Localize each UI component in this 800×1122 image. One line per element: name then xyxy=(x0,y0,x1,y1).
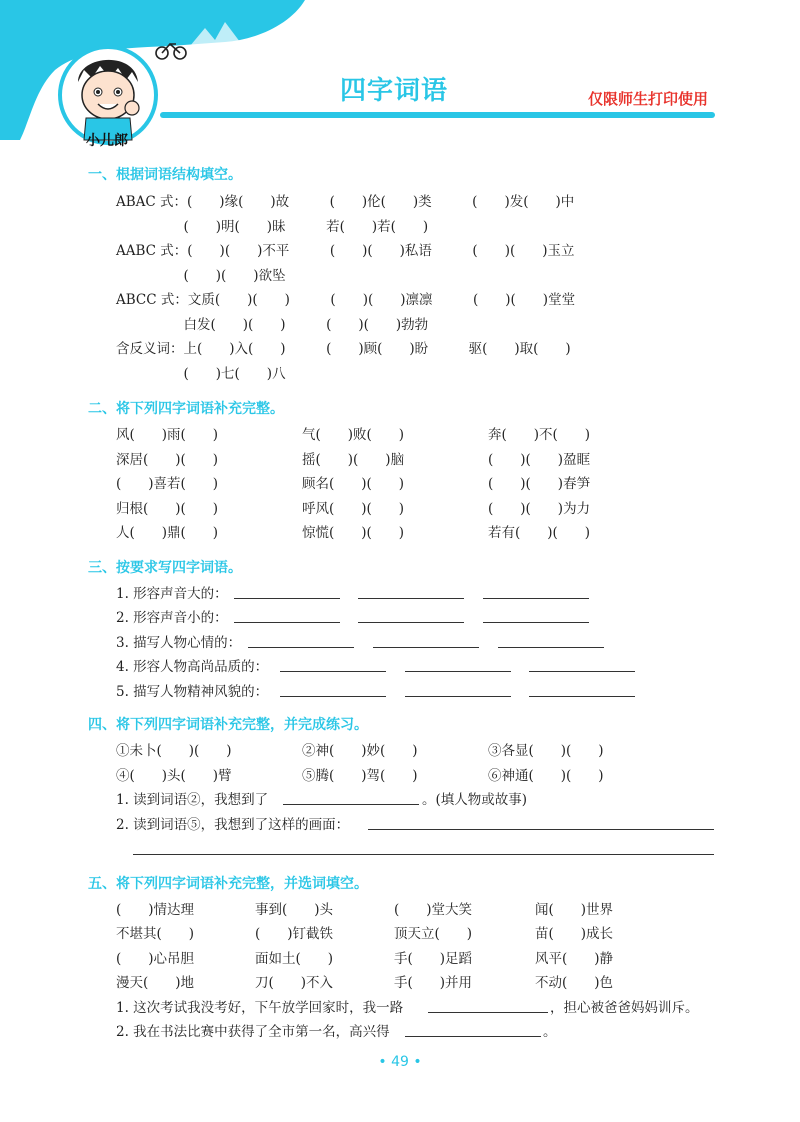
s5-question-2: 2. 我在书法比赛中获得了全市第一名，高兴得 xyxy=(116,1024,390,1040)
s2-item: 归根( )( ) xyxy=(116,501,219,517)
s2-item: 风( )雨( ) xyxy=(116,427,219,443)
answer-line[interactable] xyxy=(405,671,511,672)
section-1-heading: 一、根据词语结构填空。 xyxy=(88,167,242,183)
answer-line[interactable] xyxy=(280,696,386,697)
s2-item: 人( )鼎( ) xyxy=(116,525,219,541)
s2-item: ( )( )盈眶 xyxy=(488,452,591,468)
s1-row: ABCC 式：文质( )( ) ( )( )凛凛 ( )( )堂堂 xyxy=(116,292,576,308)
s1-row: AABC 式：( )( )不平 ( )( )私语 ( )( )玉立 xyxy=(116,243,575,259)
s5-item: 风平( )静 xyxy=(535,951,614,967)
s4-question-1-suffix: 。(填人物或故事) xyxy=(422,792,528,808)
s5-item: 闻( )世界 xyxy=(535,902,614,918)
s5-item: 顶天立( ) xyxy=(394,926,473,942)
s3-item: 3. 描写人物心情的： xyxy=(116,635,242,651)
answer-line[interactable] xyxy=(368,829,714,830)
answer-line[interactable] xyxy=(405,1036,541,1037)
s4-question-1: 1. 读到词语②，我想到了 xyxy=(116,792,269,808)
s1-row: ABAC 式：( )缘( )故 ( )伦( )类 ( )发( )中 xyxy=(116,194,575,210)
answer-line[interactable] xyxy=(283,804,419,805)
s2-item: 奔( )不( ) xyxy=(488,427,591,443)
s5-item: 事到( )头 xyxy=(255,902,334,918)
answer-line[interactable] xyxy=(280,671,386,672)
s4-item: ⑥神通( )( ) xyxy=(488,768,604,784)
s1-row: 白发( )( ) ( )( )勃勃 xyxy=(116,317,429,333)
answer-line[interactable] xyxy=(483,598,589,599)
s3-item: 2. 形容声音小的： xyxy=(116,610,228,626)
section-5-heading: 五、将下列四字词语补充完整，并选词填空。 xyxy=(88,876,368,892)
page-number: • 49 • xyxy=(378,1054,422,1070)
s5-item: 刀( )不入 xyxy=(255,975,334,991)
s2-item: 摇( )( )脑 xyxy=(302,452,405,468)
page-title: 四字词语 xyxy=(340,76,449,106)
s2-item: ( )( )为力 xyxy=(488,501,591,517)
s2-item: ( )( )春笋 xyxy=(488,476,591,492)
s4-item: ②神( )妙( ) xyxy=(302,743,418,759)
s4-item: ①未卜( )( ) xyxy=(116,743,232,759)
mascot-avatar xyxy=(60,47,156,143)
section-3-heading: 三、按要求写四字词语。 xyxy=(88,560,242,576)
s4-item: ④( )头( )臂 xyxy=(116,768,232,784)
s5-item: 漫天( )地 xyxy=(116,975,195,991)
s1-row: ( )七( )八 xyxy=(116,366,286,382)
usage-restriction-note: 仅限师生打印使用 xyxy=(588,90,709,108)
s4-item: ⑤腾( )驾( ) xyxy=(302,768,418,784)
answer-line[interactable] xyxy=(358,598,464,599)
s2-item: 呼风( )( ) xyxy=(302,501,405,517)
answer-line[interactable] xyxy=(529,671,635,672)
s5-item: ( )堂大笑 xyxy=(394,902,473,918)
header-corner-decoration xyxy=(0,0,310,150)
s5-question-1-suffix: ，担心被爸爸妈妈训斥。 xyxy=(550,1000,699,1016)
s5-item: ( )情达理 xyxy=(116,902,195,918)
s1-row: ( )( )欲坠 xyxy=(116,268,286,284)
answer-line[interactable] xyxy=(405,696,511,697)
mascot-label: 小儿郎 xyxy=(86,133,128,149)
answer-line[interactable] xyxy=(234,598,340,599)
s3-item: 5. 描写人物精神风貌的： xyxy=(116,684,269,700)
answer-line[interactable] xyxy=(248,647,354,648)
answer-line[interactable] xyxy=(483,622,589,623)
section-4-heading: 四、将下列四字词语补充完整，并完成练习。 xyxy=(88,717,368,733)
answer-line[interactable] xyxy=(373,647,479,648)
s2-item: 惊慌( )( ) xyxy=(302,525,405,541)
s5-question-2-suffix: 。 xyxy=(543,1024,557,1040)
answer-line[interactable] xyxy=(358,622,464,623)
s3-item: 4. 形容人物高尚品质的： xyxy=(116,659,269,675)
answer-line[interactable] xyxy=(133,854,714,855)
s5-item: ( )心吊胆 xyxy=(116,951,195,967)
s5-item: 不动( )色 xyxy=(535,975,614,991)
s1-row: 含反义词：上( )入( ) ( )顾( )盼 驱( )取( ) xyxy=(116,341,571,357)
answer-line[interactable] xyxy=(234,622,340,623)
s2-item: 若有( )( ) xyxy=(488,525,591,541)
s2-item: ( )喜若( ) xyxy=(116,476,219,492)
s2-item: 顾名( )( ) xyxy=(302,476,405,492)
s4-item: ③各显( )( ) xyxy=(488,743,604,759)
s3-item: 1. 形容声音大的： xyxy=(116,586,228,602)
answer-line[interactable] xyxy=(498,647,604,648)
title-underline-bar xyxy=(160,112,715,118)
s5-item: 面如土( ) xyxy=(255,951,334,967)
s1-row: ( )明( )昧 若( )若( ) xyxy=(116,219,429,235)
answer-line[interactable] xyxy=(529,696,635,697)
s5-item: 手( )足蹈 xyxy=(394,951,473,967)
s5-question-1: 1. 这次考试我没考好，下午放学回家时，我一路 xyxy=(116,1000,404,1016)
s5-item: 手( )并用 xyxy=(394,975,473,991)
s5-item: 不堪其( ) xyxy=(116,926,195,942)
answer-line[interactable] xyxy=(428,1012,548,1013)
section-2-heading: 二、将下列四字词语补充完整。 xyxy=(88,401,284,417)
s2-item: 深居( )( ) xyxy=(116,452,219,468)
s5-item: 苗( )成长 xyxy=(535,926,614,942)
s5-item: ( )钉截铁 xyxy=(255,926,334,942)
s4-question-2: 2. 读到词语⑤，我想到了这样的画面： xyxy=(116,817,350,833)
s2-item: 气( )败( ) xyxy=(302,427,405,443)
